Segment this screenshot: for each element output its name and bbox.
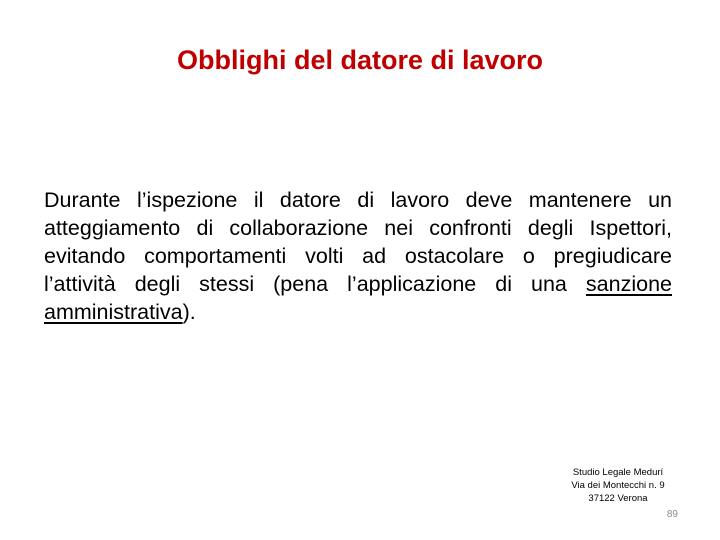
underlined-term: sanzione amministrativa (44, 272, 672, 324)
body-paragraph (44, 186, 672, 326)
footer-firm-name: Studio Legale Medurí (572, 467, 664, 478)
body-text-end: ). (182, 300, 196, 324)
footer-city: 37122 Verona (588, 493, 648, 504)
footer-address (548, 466, 688, 505)
page-number: 89 (666, 509, 678, 520)
slide-title: Obblighi del datore di lavoro (176, 45, 544, 75)
footer-street: Via dei Montecchi n. 9 (571, 480, 665, 491)
body-text-start: Durante l’ispezione il datore di lavoro deve mantenere un atteggiamento di collaborazione nei confronti degli Ispettori, evitando comportamenti volti ad ostacolare o pregiudicare l’attività degli stessi (pena l’applicazione di una (44, 188, 672, 296)
